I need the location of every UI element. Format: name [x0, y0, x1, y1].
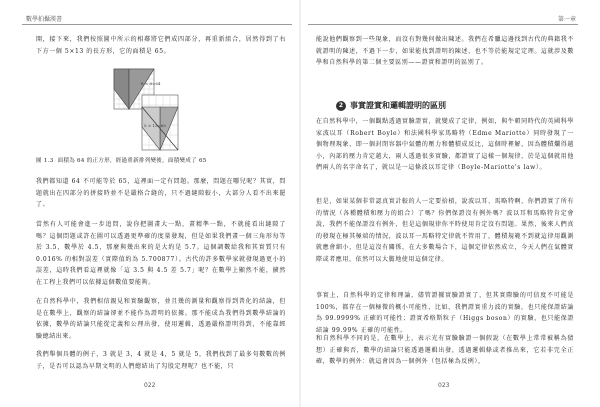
paragraph: 和自然科學不同的是，在數學上，表示光有實驗驗證一個假說（在數學上常常被稱為猜想）正確與否，數學的結論只能透過邏輯出發，透過邏輯條或者推出來，它若非完全正確，數學的例外：就這會因為一個例外（包括極為反例）， — [316, 335, 574, 365]
figure-number: 圖 1.3 — [36, 158, 54, 164]
header-rule — [308, 24, 578, 25]
header-rule — [22, 24, 292, 25]
paragraph: 在自然科學中，我們相信親見和實驗觀察，並且幾的測量和觀察得到普化的結論，但是在數學上，觀察的結論卻並不能作為證明的依據。那不能成為我們得到數學結論的依據，數學的結論只能從定義和公理出發，使用邏輯，透過嚴格證明得到，不能靠經驗總結出來。 — [36, 298, 286, 340]
rearrangement-figure — [112, 67, 180, 152]
figure-caption-text: 面積為 64 的正方形，經過重新排列變後，面積變成了 65 — [57, 158, 207, 164]
figure-caption — [36, 157, 282, 166]
paragraph: 我們都知道 64 不可能等於 65，這裡面一定有問題。那麼，問題在哪兒呢？其實，問題就出在四部分的拼接時並不是嚴格合縫的，只不過縫隙較小，大部分人看不出來罷了。 — [36, 178, 286, 208]
section-number-badge: 2 — [336, 101, 346, 111]
page-number-right: 023 — [438, 382, 450, 389]
paragraph: 但是，如果某個非常認真實計較的人一定要拾槓，說波以耳、馬略特啊，你們證實了所有的情況（各種體積和壓力的組合）了嗎？你們保證沒有例外嗎？波以耳和馬略特肯定會說，我們不能保證沒有例外，但是這個規律你平時使用肯定沒有問題。果然，後來人們真的發現在極其極端的情況，波以耳一馬略特定律就不管用了，體積規範不到就這律用觀測就應會細小，但是這沒有關係，在大多數場合下，這個定律依然成立，今天人們在氣體實際或者應用，依然可以大膽地使用這個定律。 — [316, 198, 574, 263]
paragraph: 在自然科學中，一個觀點透過實驗證實，就變成了定律，例如，與牛頓同時代的英國科學家波以耳（Robert Boyle）和法國科學家馬略特（Edme Mariotte）同時發現了一個物理現象，即一個封閉容器中氣體的壓力和體積成反比，這個時裡解，因為體積爛得越小，內部的壓力肯定越大，兩人透過很多實驗，都證實了這樣一個規律，於是這個就用他們兩人的名字命名了，就以是一這條波以耳定律（Boyle-Mariotte's law）。 — [316, 118, 574, 171]
figure-label-bottom: 5 × 13=65 — [144, 123, 166, 128]
running-head-right: 第一章 — [558, 16, 577, 23]
paragraph: 事實上，自然科學的定律和理論，儘管證據實驗證實了，但其實際驗的可信度不可能是 100%，都存在一個極微的概小可能性，比如，我們證實重力波的實驗，也只能保證結論為 99.9999% 正確的可能性；證實希格斯粒子（Higgs boson）的實驗，也只能保證結論 99.99% 正確的可能性。 — [316, 292, 574, 334]
paragraph: 我們舉個具體的例子，3 就是 3，4 就是 4，5 就是 5，我們找到了最多句數數的例子，是否可以認為早期文明的人們總結出了勾股定理呢？也不能，只 — [36, 351, 286, 370]
section-title: 事實證實和邏輯證明的區別 — [350, 101, 446, 110]
page-number-left: 022 — [144, 382, 156, 389]
running-head-left: 數學拍攝漢書 — [26, 16, 63, 23]
paragraph: 開，接下來，我們按照圖中所示的相鄰將它們成四部分，再重新組合，居然得到了右下方一個 5×13 的長方形，它的面積是 65。 — [36, 36, 286, 55]
right-page — [300, 0, 600, 407]
paragraph: 當然有人可能會進一步追問，說你把圖畫大一點，畫精準一點，不就能看出縫隙了嗎？這個問題或許在圖可以透過更準確的度量發現，但是如果我們畫一個三角形每等於 3.5，數學於 4.5，那麼與幾出來的是大約是 5.7。這個調數給我和其實質只有 0.016% 的相對誤差（實際值約為 5.700877）。古代的許多數學家就發現過更小的誤差，這時我們看這裡就像「這 3.5 與 4.5 差 5.7」呢？在數學上顯然不能，擴然在工程上我們可以依據這個數值要能夠。 — [36, 221, 286, 286]
figure-label-top: 8 × 8=64 — [141, 81, 161, 86]
paragraph: 能說他們觀察到一些現象，而沒有對幾何做出陳述。我們在希臘這邊找到古代的典籍我不就證明的陳述，不過下一步，如果能找到證明的陳述，也不等於能規定定理。這就涉及數學和自然科學的第二個主要區別——證實和證明的區別了。 — [316, 36, 574, 66]
section-heading — [336, 100, 446, 111]
